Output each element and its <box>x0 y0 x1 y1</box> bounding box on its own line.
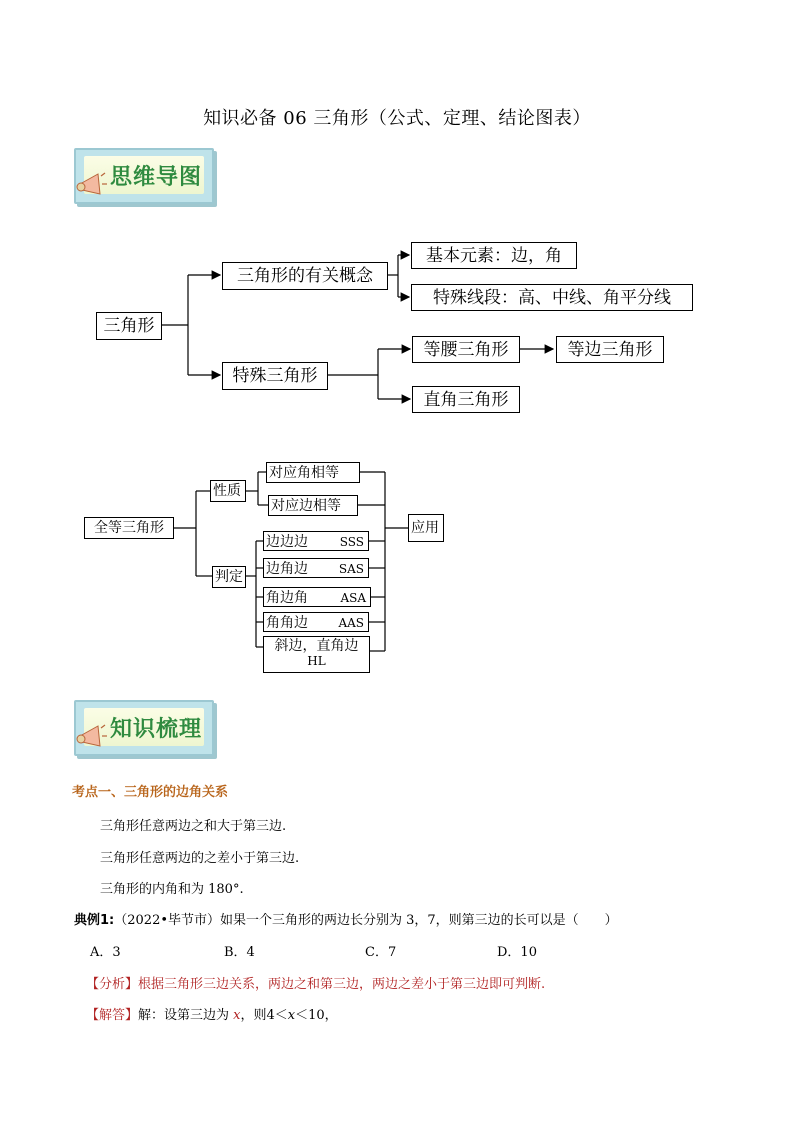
criterion-hl <box>263 636 370 673</box>
node-isosceles: 等腰三角形 <box>412 336 520 363</box>
node-apply: 应用 <box>408 514 444 542</box>
criterion-hl-code: HL <box>307 654 326 668</box>
example-question <box>74 909 618 928</box>
criterion-hl-text: 斜边，直角边 <box>274 638 359 654</box>
answer-text-2: ，则4＜ <box>240 1008 288 1023</box>
prop-angles: 对应角相等 <box>266 462 360 483</box>
criterion-code: SAS <box>338 562 364 576</box>
answer-variable: x <box>233 1008 241 1023</box>
point-sum: 三角形任意两边之和大于第三边. <box>100 819 287 834</box>
node-basic-elements: 基本元素：边，角 <box>411 242 577 269</box>
criterion-name: 边角边 <box>266 561 308 577</box>
criterion-code: AAS <box>338 616 364 630</box>
example-label: 典例1: <box>74 913 115 928</box>
node-property: 性质 <box>210 480 246 502</box>
option-d: D．10 <box>497 945 537 960</box>
analysis <box>86 973 545 992</box>
point-difference: 三角形任意两边的之差小于第三边. <box>100 851 300 866</box>
section-title: 知识梳理 <box>110 717 203 742</box>
option-b: B．4 <box>224 945 255 960</box>
node-judge: 判定 <box>212 566 246 588</box>
node-special-lines: 特殊线段：高、中线、角平分线 <box>411 284 693 311</box>
node-triangle: 三角形 <box>96 312 162 340</box>
criterion-name: 角边角 <box>266 590 308 606</box>
option-a: A．3 <box>90 945 121 960</box>
node-right-triangle: 直角三角形 <box>412 386 520 413</box>
criterion-name: 角角边 <box>266 615 308 631</box>
point-angle-sum: 三角形的内角和为 180°. <box>100 882 244 897</box>
criterion-code: ASA <box>340 591 366 605</box>
criterion-aas <box>263 612 369 632</box>
section-badge-knowledge <box>74 700 214 756</box>
node-congruent: 全等三角形 <box>84 517 174 539</box>
node-concepts: 三角形的有关概念 <box>222 262 388 290</box>
criterion-sas <box>263 558 369 578</box>
criterion-asa <box>263 587 371 607</box>
megaphone-icon <box>76 722 108 752</box>
answer-text-3: ＜10， <box>295 1008 338 1023</box>
answer-variable-2: x <box>287 1008 296 1023</box>
page-title: 知识必备 06 三角形（公式、定理、结论图表） <box>203 108 591 129</box>
example-text: （2022•毕节市）如果一个三角形的两边长分别为 3，7，则第三边的长可以是（ ） <box>114 913 618 928</box>
analysis-label: 【分析】 <box>86 977 139 992</box>
criterion-name: 边边边 <box>266 534 308 550</box>
option-c: C．7 <box>365 945 397 960</box>
answer <box>86 1004 338 1023</box>
section-title: 思维导图 <box>110 165 203 190</box>
prop-sides: 对应边相等 <box>268 495 358 516</box>
node-special-triangles: 特殊三角形 <box>222 362 328 390</box>
topic-heading: 考点一、三角形的边角关系 <box>72 785 229 800</box>
criterion-sss <box>263 531 369 551</box>
answer-label: 【解答】 <box>86 1008 139 1023</box>
answer-text-1: 解：设第三边为 <box>138 1008 234 1023</box>
criterion-code: SSS <box>339 535 364 549</box>
node-equilateral: 等边三角形 <box>556 336 664 363</box>
analysis-text: 根据三角形三边关系，两边之和第三边，两边之差小于第三边即可判断. <box>138 977 546 992</box>
